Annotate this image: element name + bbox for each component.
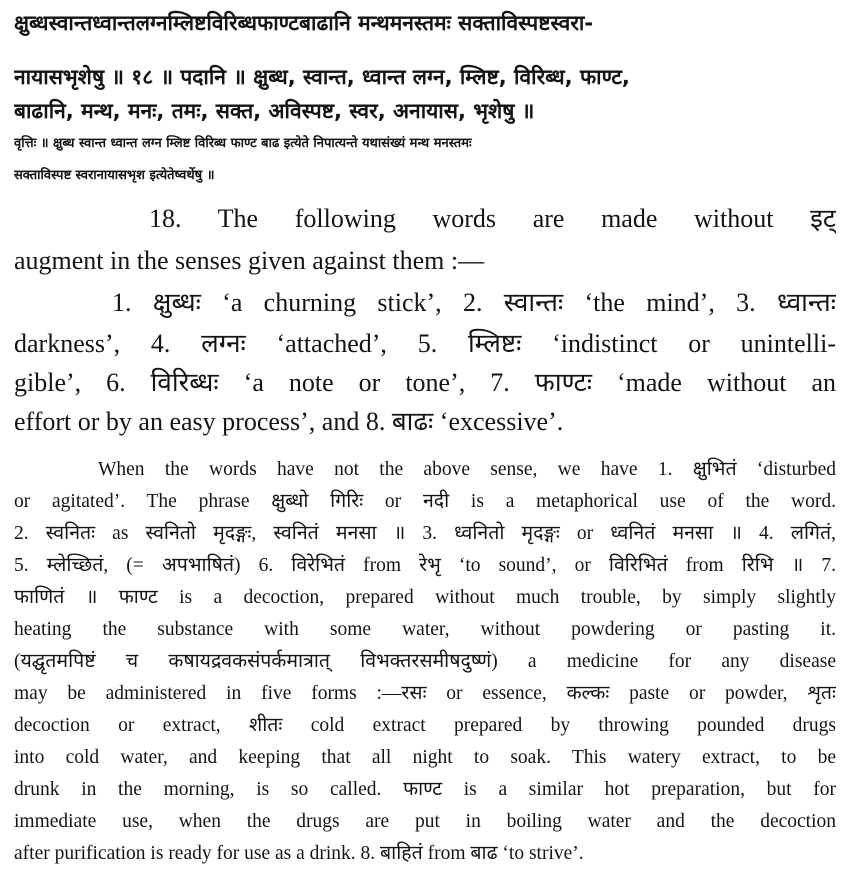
notes-line-12: immediate use, when the drugs are put in boiling water and the decoction — [14, 811, 836, 832]
translation-line-4: darkness’, 4. लग्नः ‘attached’, 5. म्लिष्टः ‘indistinct or unintelli- — [14, 329, 836, 358]
sutra-line-2: नायासभृशेषु ॥ १८ ॥ पदानि ॥ क्षुब्ध, स्वान्त, ध्वान्त लग्न, म्लिष्ट, विरिब्ध, फाण्ट, — [14, 65, 630, 89]
vritti-line-2: सक्ताविस्पष्ट स्वरानायासभृश इत्येतेष्वर्थेषु ॥ — [14, 168, 215, 183]
translation-line-3: 1. क्षुब्धः ‘a churning stick’, 2. स्वान्तः ‘the mind’, 3. ध्वान्तः — [112, 288, 836, 317]
notes-line-13: after purification is ready for use as a drink. 8. बाहितं from बाढ ‘to strive’. — [14, 843, 584, 864]
notes-line-4: 5. म्लेच्छितं, (= अपभाषितं) 6. विरेभितं from रेभृ ‘to sound’, or विरिभितं from रिभि ॥ 7. — [14, 555, 836, 576]
document-page — [14, 6, 836, 870]
notes-line-8: may be administered in five forms :—रसः or essence, कल्कः paste or powder, शृतः — [14, 683, 836, 704]
notes-line-3: 2. स्वनितः as स्वनितो मृदङ्गः, स्वनितं मनसा ॥ 3. ध्वनितो मृदङ्गः or ध्वनितं मनसा ॥ 4. लगितं, — [14, 523, 836, 544]
notes-line-6: heating the substance with some water, without powdering or pasting it. — [14, 619, 836, 640]
translation-line-5: gible’, 6. विरिब्धः ‘a note or tone’, 7. फाण्टः ‘made without an — [14, 368, 836, 397]
notes-line-1: When the words have not the above sense, we have 1. क्षुभितं ‘disturbed — [98, 459, 836, 480]
notes-line-11: drunk in the morning, is so called. फाण्ट is a similar hot preparation, but for — [14, 779, 836, 800]
notes-line-2: or agitated’. The phrase क्षुब्धो गिरिः or नदी is a metaphorical use of the word. — [14, 491, 836, 512]
notes-line-5: फाणितं ॥ फाण्ट is a decoction, prepared without much trouble, by simply slightly — [14, 587, 836, 608]
sutra-line-1: क्षुब्धस्वान्तध्वान्तलग्नम्लिष्टविरिब्धफाण्टबाढानि मन्थमनस्तमः सक्ताविस्पष्टस्वरा- — [14, 11, 594, 35]
translation-line-1: 18. The following words are made without इट् — [149, 204, 836, 233]
notes-line-9: decoction or extract, शीतः cold extract prepared by throwing pounded drugs — [14, 715, 836, 736]
notes-line-10: into cold water, and keeping that all night to soak. This watery extract, to be — [14, 747, 836, 768]
translation-line-6: effort or by an easy process’, and 8. बाढः ‘excessive’. — [14, 407, 564, 436]
notes-line-7: (यद्घृतमपिष्टं च कषायद्रवकसंपर्कमात्रात् विभक्तरसमीषदुष्णं) a medicine for any disease — [14, 651, 836, 672]
translation-line-2: augment in the senses given against them :— — [14, 246, 485, 275]
sutra-line-3: बाढानि, मन्थ, मनः, तमः, सक्त, अविस्पष्ट, स्वर, अनायास, भृशेषु ॥ — [14, 99, 535, 123]
vritti-line-1: वृत्तिः ॥ क्षुब्ध स्वान्त ध्वान्त लग्न म्लिष्ट विरिब्ध फाण्ट बाढ इत्येते निपात्यन्ते यथासंख्यं मन्थ मनस्तमः — [14, 136, 472, 151]
